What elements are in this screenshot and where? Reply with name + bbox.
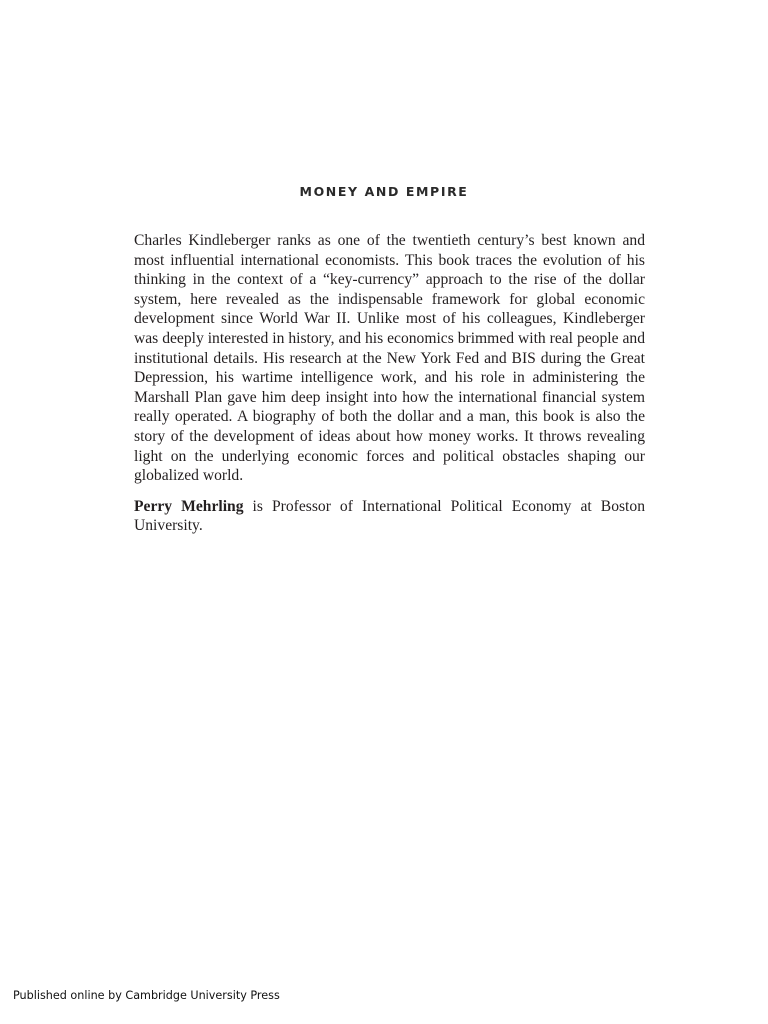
author-name: Perry Mehrling <box>134 497 244 515</box>
author-paragraph <box>134 497 645 536</box>
author-bio: is Professor of International Political Economy at Boston University. <box>134 497 645 535</box>
publisher-footer: Published online by Cambridge University Press <box>13 989 280 1002</box>
page-content <box>134 231 645 536</box>
book-description: Charles Kindleberger ranks as one of the twentieth century’s best known and most influential international economists. This book traces the evolution of his thinking in the context of a “key-currency” approach to the rise of the dollar system, here revealed as the indispensable framework for global economic development since World War II. Unlike most of his colleagues, Kindleberger was deeply interested in history, and his economics brimmed with real people and institutional details. His research at the New York Fed and BIS during the Great Depression, his wartime intelligence work, and his role in administering the Marshall Plan gave him deep insight into how the international financial system really operated. A biography of both the dollar and a man, this book is also the story of the development of ideas about how money works. It throws revealing light on the underlying economic forces and political obstacles shaping our globalized world. <box>134 232 645 485</box>
page-title: MONEY AND EMPIRE <box>299 184 469 199</box>
